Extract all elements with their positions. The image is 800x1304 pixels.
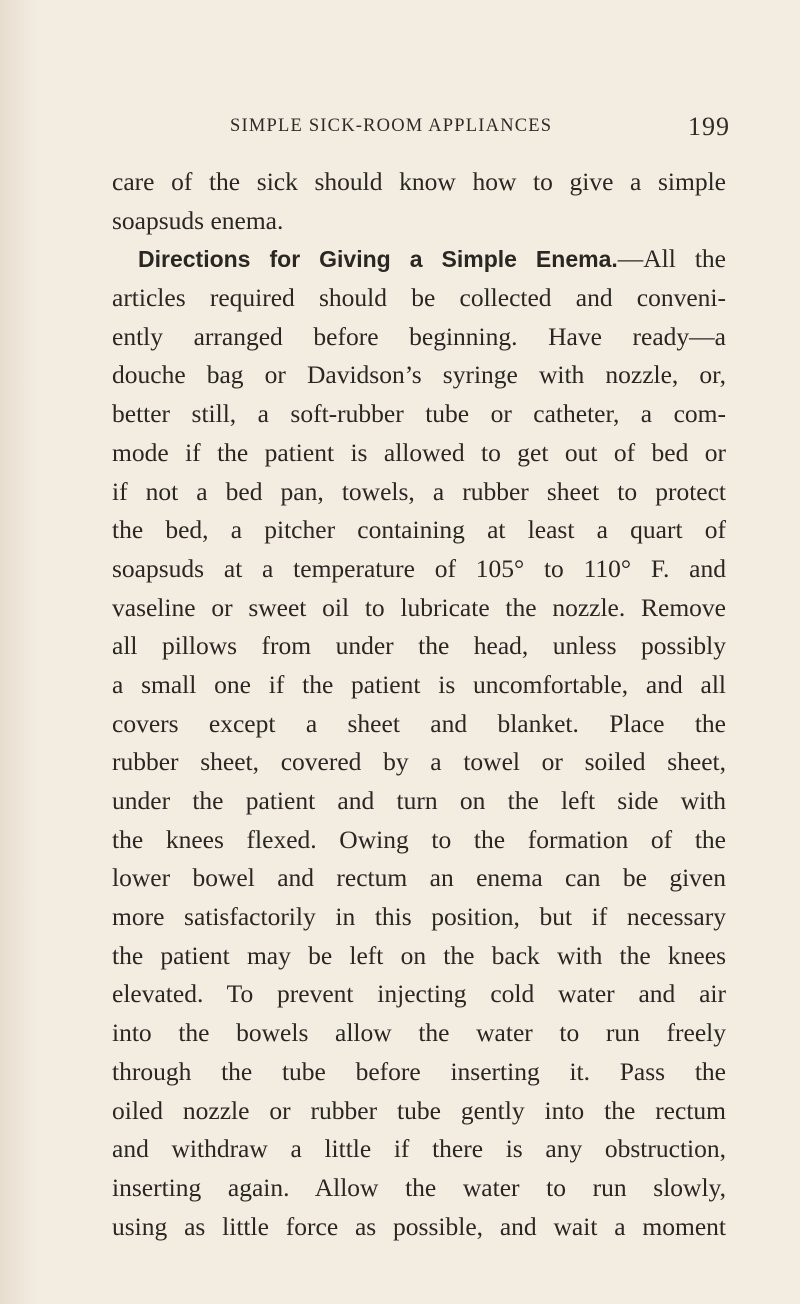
text-line: the patient may be left on the back with the knees — [112, 940, 726, 970]
text-line: articles required should be collected and conveni- — [112, 283, 726, 313]
text-line: more satisfactorily in this position, but if necessary — [112, 902, 726, 932]
text-line: using as little force as possible, and wait a moment — [112, 1211, 726, 1241]
section-heading-line — [112, 240, 726, 279]
text-line: lower bowel and rectum an enema can be given — [112, 863, 726, 893]
text-line: covers except a sheet and blanket. Place the — [112, 708, 726, 738]
text-line: into the bowels allow the water to run freely — [112, 1018, 726, 1048]
running-head — [112, 112, 730, 146]
text-line: all pillows from under the head, unless possibly — [112, 631, 726, 661]
text-line: mode if the patient is allowed to get out of bed or — [112, 437, 726, 467]
page-edge-shadow — [0, 0, 38, 1304]
text-line: vaseline or sweet oil to lubricate the nozzle. Remove — [112, 592, 726, 622]
text-line: a small one if the patient is uncomfortable, and all — [112, 669, 726, 699]
text-line: soapsuds at a temperature of 105° to 110° F. and — [112, 553, 726, 583]
text-line: ently arranged before beginning. Have ready—a — [112, 321, 726, 351]
section-heading: Directions for Giving a Simple Enema. — [138, 246, 618, 273]
text-line: under the patient and turn on the left side with — [112, 786, 726, 815]
body-text — [112, 163, 726, 1246]
text-line: the bed, a pitcher containing at least a quart of — [112, 515, 726, 545]
text-line: the knees flexed. Owing to the formation of the — [112, 824, 726, 854]
running-title: SIMPLE SICK-ROOM APPLIANCES — [230, 116, 553, 136]
text-line: through the tube before inserting it. Pass the — [112, 1056, 726, 1086]
text-line: rubber sheet, covered by a towel or soiled sheet, — [112, 747, 726, 777]
text-line: soapsuds enema. — [112, 205, 284, 235]
text-line: care of the sick should know how to give a simple — [112, 167, 726, 196]
text-line: douche bag or Davidson’s syringe with nozzle, or, — [112, 360, 726, 390]
text-line: elevated. To prevent injecting cold water and air — [112, 979, 726, 1009]
text-line: inserting again. Allow the water to run slowly, — [112, 1172, 726, 1202]
page-number: 199 — [688, 112, 730, 141]
text-line: better still, a soft-rubber tube or catheter, a com- — [112, 399, 726, 429]
text-line: oiled nozzle or rubber tube gently into the rectum — [112, 1095, 726, 1125]
text-line: if not a bed pan, towels, a rubber sheet to protect — [112, 476, 726, 506]
text-line: and withdraw a little if there is any obstruction, — [112, 1134, 726, 1164]
text-line: —All the — [617, 244, 726, 274]
